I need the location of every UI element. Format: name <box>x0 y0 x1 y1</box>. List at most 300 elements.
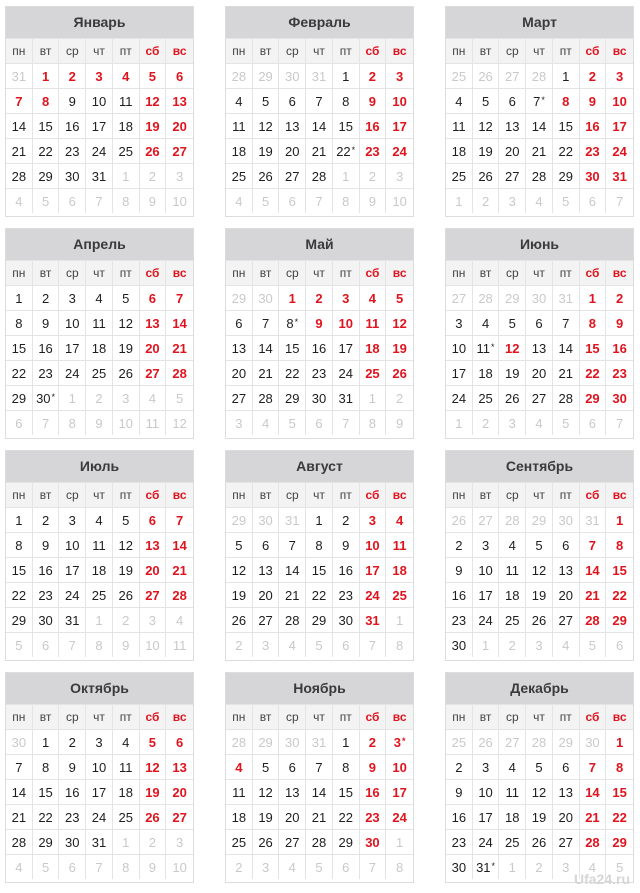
day-cell: 24 <box>86 138 113 163</box>
other-month-day-cell: 7 <box>606 188 633 213</box>
day-cell: 2 <box>306 285 333 310</box>
weekday-label: пн <box>226 482 253 507</box>
month-title: Сентябрь <box>446 451 633 482</box>
day-cell: 17 <box>333 335 360 360</box>
day-cell: 7 <box>166 507 193 532</box>
week-row <box>226 557 413 582</box>
weekday-label: пт <box>333 482 360 507</box>
other-month-day-cell: 7 <box>86 188 113 213</box>
other-month-day-cell: 4 <box>166 607 193 632</box>
day-cell: 9 <box>33 310 60 335</box>
day-cell: 27 <box>226 385 253 410</box>
month-title: Март <box>446 7 633 38</box>
day-cell: 21 <box>306 138 333 163</box>
day-cell: 12 <box>253 779 280 804</box>
month-title: Январь <box>6 7 193 38</box>
other-month-day-cell: 25 <box>446 63 473 88</box>
day-cell: 29 <box>6 607 33 632</box>
day-cell: 25 <box>499 607 526 632</box>
day-cell: 19 <box>140 113 167 138</box>
week-row <box>446 729 633 754</box>
other-month-day-cell: 4 <box>553 632 580 657</box>
weekday-header <box>226 704 413 729</box>
week-row <box>446 829 633 854</box>
other-month-day-cell: 5 <box>279 410 306 435</box>
day-cell: 4 <box>499 532 526 557</box>
other-month-day-cell: 27 <box>446 285 473 310</box>
other-month-day-cell: 31 <box>279 507 306 532</box>
weekday-label: сб <box>360 482 387 507</box>
day-cell: 5 <box>253 88 280 113</box>
day-cell: 29 <box>6 385 33 410</box>
day-cell: 27 <box>166 804 193 829</box>
day-cell: 2 <box>333 507 360 532</box>
other-month-day-cell: 3 <box>499 410 526 435</box>
other-month-day-cell: 5 <box>253 188 280 213</box>
day-cell: 4 <box>226 754 253 779</box>
day-cell: 22 <box>606 582 633 607</box>
day-cell: 10 <box>473 557 500 582</box>
day-cell: 2 <box>446 532 473 557</box>
month-title: Апрель <box>6 229 193 260</box>
weekday-label: ср <box>59 482 86 507</box>
day-cell: 3 <box>606 63 633 88</box>
day-cell: 20 <box>499 138 526 163</box>
week-row <box>6 285 193 310</box>
day-cell: 23 <box>306 360 333 385</box>
day-cell: 18 <box>446 138 473 163</box>
weekday-label: вт <box>33 482 60 507</box>
day-cell: 20 <box>553 804 580 829</box>
day-cell: 23 <box>446 829 473 854</box>
day-cell: 18 <box>360 335 387 360</box>
day-cell: 6 <box>166 729 193 754</box>
day-cell: 22 <box>279 360 306 385</box>
day-cell: 13 <box>140 532 167 557</box>
day-cell: 16 <box>446 582 473 607</box>
day-cell: 19 <box>226 582 253 607</box>
day-cell: 7 <box>553 310 580 335</box>
weekday-label: ср <box>499 260 526 285</box>
week-row <box>226 632 413 657</box>
day-cell: 29 <box>33 163 60 188</box>
day-cell: 26 <box>473 163 500 188</box>
day-cell: 30 <box>446 854 473 879</box>
week-row <box>446 779 633 804</box>
day-cell: 12 <box>140 88 167 113</box>
month-10 <box>5 672 194 883</box>
weekday-label: чт <box>306 482 333 507</box>
other-month-day-cell: 2 <box>499 632 526 657</box>
day-cell: 10 <box>473 779 500 804</box>
weekday-label: ср <box>499 38 526 63</box>
day-cell: 17 <box>386 113 413 138</box>
weekday-label: ср <box>499 704 526 729</box>
day-cell: 21 <box>279 582 306 607</box>
weekday-label: пн <box>446 704 473 729</box>
day-cell: 1 <box>306 507 333 532</box>
weekday-header <box>6 704 193 729</box>
day-cell: 12 <box>113 310 140 335</box>
day-cell: 18 <box>113 779 140 804</box>
other-month-day-cell: 10 <box>113 410 140 435</box>
weekday-header <box>6 260 193 285</box>
week-row <box>226 607 413 632</box>
day-cell: 1 <box>333 63 360 88</box>
day-cell: 17 <box>473 582 500 607</box>
day-cell: 5 <box>140 729 167 754</box>
weekday-label: вс <box>386 38 413 63</box>
day-cell: 2 <box>33 507 60 532</box>
other-month-day-cell: 10 <box>140 632 167 657</box>
other-month-day-cell: 2 <box>140 829 167 854</box>
other-month-day-cell: 29 <box>526 507 553 532</box>
other-month-day-cell: 5 <box>6 632 33 657</box>
other-month-day-cell: 3 <box>140 607 167 632</box>
other-month-day-cell: 30 <box>553 507 580 532</box>
day-cell: 1 <box>6 507 33 532</box>
weekday-label: сб <box>580 704 607 729</box>
day-cell: 19 <box>499 360 526 385</box>
day-cell: 22 <box>306 582 333 607</box>
weekday-label: чт <box>526 704 553 729</box>
day-cell: 6 <box>166 63 193 88</box>
weekday-label: сб <box>140 482 167 507</box>
other-month-day-cell: 9 <box>140 854 167 879</box>
month-title: Февраль <box>226 7 413 38</box>
other-month-day-cell: 28 <box>473 285 500 310</box>
day-cell: 28 <box>580 829 607 854</box>
day-cell: 11 * <box>473 335 500 360</box>
day-cell: 19 <box>473 138 500 163</box>
day-cell: 22 <box>6 582 33 607</box>
day-cell: 24 <box>59 360 86 385</box>
day-cell: 24 <box>473 829 500 854</box>
day-cell: 7 <box>6 754 33 779</box>
other-month-day-cell: 8 <box>386 854 413 879</box>
day-cell: 26 <box>253 829 280 854</box>
day-cell: 25 <box>499 829 526 854</box>
other-month-day-cell: 5 <box>606 854 633 879</box>
watermark: Ufa24.ru <box>573 871 630 887</box>
day-cell: 15 <box>6 335 33 360</box>
week-row <box>226 88 413 113</box>
day-cell: 25 <box>113 804 140 829</box>
day-cell: 24 <box>473 607 500 632</box>
day-cell: 27 <box>253 607 280 632</box>
day-cell: 17 <box>360 557 387 582</box>
weekday-label: чт <box>86 482 113 507</box>
week-row <box>6 829 193 854</box>
week-row <box>226 829 413 854</box>
day-cell: 16 <box>33 335 60 360</box>
day-cell: 17 <box>386 779 413 804</box>
day-cell: 15 <box>606 779 633 804</box>
day-cell: 5 <box>113 285 140 310</box>
week-row <box>446 188 633 213</box>
other-month-day-cell: 27 <box>499 63 526 88</box>
day-cell: 16 <box>580 113 607 138</box>
other-month-day-cell: 3 <box>386 163 413 188</box>
week-row <box>446 335 633 360</box>
day-cell: 10 <box>386 88 413 113</box>
day-cell: 13 <box>226 335 253 360</box>
day-cell: 5 <box>140 63 167 88</box>
weekday-label: пн <box>226 260 253 285</box>
other-month-day-cell: 8 <box>333 188 360 213</box>
day-cell: 4 <box>499 754 526 779</box>
weekday-label: пт <box>553 704 580 729</box>
other-month-day-cell: 7 <box>360 632 387 657</box>
weekday-header <box>226 38 413 63</box>
other-month-day-cell: 7 <box>59 632 86 657</box>
day-cell: 8 <box>606 532 633 557</box>
day-cell: 13 <box>166 88 193 113</box>
weekday-label: чт <box>526 482 553 507</box>
day-cell: 24 <box>59 582 86 607</box>
day-cell: 23 <box>446 607 473 632</box>
other-month-day-cell: 26 <box>473 63 500 88</box>
week-row <box>446 310 633 335</box>
day-cell: 5 <box>386 285 413 310</box>
day-cell: 26 <box>386 360 413 385</box>
other-month-day-cell: 31 <box>306 63 333 88</box>
day-cell: 5 <box>526 532 553 557</box>
week-row <box>6 138 193 163</box>
day-cell: 15 <box>606 557 633 582</box>
day-cell: 26 <box>140 138 167 163</box>
weekday-header <box>226 260 413 285</box>
day-cell: 4 <box>113 63 140 88</box>
day-cell: 27 <box>553 607 580 632</box>
day-cell: 23 <box>580 138 607 163</box>
day-cell: 20 <box>140 335 167 360</box>
week-row <box>446 754 633 779</box>
day-cell: 30 <box>580 163 607 188</box>
weekday-label: вт <box>253 260 280 285</box>
weekday-label: вс <box>606 704 633 729</box>
day-cell: 25 <box>386 582 413 607</box>
month-7 <box>5 450 194 661</box>
day-cell: 6 <box>140 507 167 532</box>
weekday-label: вт <box>33 38 60 63</box>
day-cell: 14 <box>580 557 607 582</box>
day-cell: 31 <box>333 385 360 410</box>
other-month-day-cell: 26 <box>446 507 473 532</box>
other-month-day-cell: 5 <box>553 188 580 213</box>
other-month-day-cell: 27 <box>473 507 500 532</box>
day-cell: 1 <box>580 285 607 310</box>
other-month-day-cell: 4 <box>279 854 306 879</box>
day-cell: 18 <box>86 557 113 582</box>
day-cell: 16 <box>33 557 60 582</box>
week-row <box>446 163 633 188</box>
week-row <box>6 582 193 607</box>
day-cell: 30 <box>59 829 86 854</box>
day-cell: 3 <box>473 532 500 557</box>
other-month-day-cell: 28 <box>526 63 553 88</box>
day-cell: 6 <box>140 285 167 310</box>
day-cell: 1 <box>333 729 360 754</box>
week-row <box>6 507 193 532</box>
day-cell: 3 <box>59 507 86 532</box>
day-cell: 28 <box>526 163 553 188</box>
day-cell: 20 <box>279 804 306 829</box>
day-cell: 9 <box>446 557 473 582</box>
day-cell: 31 <box>86 163 113 188</box>
other-month-day-cell: 6 <box>33 632 60 657</box>
other-month-day-cell: 1 <box>86 607 113 632</box>
month-4 <box>5 228 194 439</box>
week-row <box>226 188 413 213</box>
weekday-label: пт <box>553 482 580 507</box>
other-month-day-cell: 3 <box>166 163 193 188</box>
weekday-label: ср <box>279 38 306 63</box>
other-month-day-cell: 8 <box>59 410 86 435</box>
day-cell: 23 <box>360 804 387 829</box>
other-month-day-cell: 8 <box>386 632 413 657</box>
month-9 <box>445 450 634 661</box>
other-month-day-cell: 5 <box>306 854 333 879</box>
other-month-day-cell: 9 <box>113 632 140 657</box>
day-cell: 14 <box>279 557 306 582</box>
month-title: Август <box>226 451 413 482</box>
day-cell: 13 <box>140 310 167 335</box>
other-month-day-cell: 1 <box>360 385 387 410</box>
day-cell: 7 <box>253 310 280 335</box>
weekday-label: пн <box>6 38 33 63</box>
other-month-day-cell: 31 <box>553 285 580 310</box>
other-month-day-cell: 29 <box>226 507 253 532</box>
day-cell: 3 <box>473 754 500 779</box>
week-row <box>226 779 413 804</box>
day-cell: 14 <box>306 779 333 804</box>
other-month-day-cell: 6 <box>580 410 607 435</box>
day-cell: 5 <box>113 507 140 532</box>
week-row <box>446 385 633 410</box>
week-row <box>226 163 413 188</box>
other-month-day-cell: 9 <box>386 410 413 435</box>
day-cell: 8 <box>306 532 333 557</box>
day-cell: 28 <box>166 582 193 607</box>
day-cell: 17 <box>473 804 500 829</box>
day-cell: 30 <box>333 607 360 632</box>
month-2 <box>225 6 414 217</box>
day-cell: 21 <box>166 557 193 582</box>
day-cell: 20 <box>226 360 253 385</box>
day-cell: 28 <box>166 360 193 385</box>
day-cell: 3 <box>86 729 113 754</box>
day-cell: 7 <box>166 285 193 310</box>
day-cell: 16 <box>59 779 86 804</box>
other-month-day-cell: 2 <box>86 385 113 410</box>
week-row <box>446 63 633 88</box>
day-cell: 29 <box>606 829 633 854</box>
weekday-header <box>6 482 193 507</box>
day-cell: 24 <box>386 804 413 829</box>
other-month-day-cell: 4 <box>279 632 306 657</box>
day-cell: 22 <box>33 138 60 163</box>
day-cell: 13 <box>279 113 306 138</box>
weekday-label: вс <box>166 38 193 63</box>
day-cell: 27 <box>553 829 580 854</box>
day-cell: 10 <box>606 88 633 113</box>
day-cell: 28 <box>6 829 33 854</box>
day-cell: 8 <box>33 88 60 113</box>
day-cell: 7 <box>306 88 333 113</box>
day-cell: 26 <box>113 360 140 385</box>
day-cell: 7 * <box>526 88 553 113</box>
other-month-day-cell: 29 <box>499 285 526 310</box>
other-month-day-cell: 8 <box>86 632 113 657</box>
weekday-label: вс <box>166 704 193 729</box>
day-cell: 23 <box>333 582 360 607</box>
day-cell: 17 <box>446 360 473 385</box>
day-cell: 13 <box>526 335 553 360</box>
week-row <box>6 779 193 804</box>
day-cell: 14 <box>253 335 280 360</box>
month-title: Декабрь <box>446 673 633 704</box>
weekday-label: вт <box>473 260 500 285</box>
day-cell: 2 <box>59 729 86 754</box>
day-cell: 12 <box>499 335 526 360</box>
day-cell: 1 <box>33 729 60 754</box>
week-row <box>226 310 413 335</box>
weekday-label: пн <box>6 482 33 507</box>
day-cell: 3 <box>86 63 113 88</box>
day-cell: 29 <box>606 607 633 632</box>
day-cell: 8 <box>553 88 580 113</box>
day-cell: 21 <box>253 360 280 385</box>
other-month-day-cell: 5 <box>33 188 60 213</box>
day-cell: 29 <box>306 607 333 632</box>
week-row <box>446 88 633 113</box>
week-row <box>226 854 413 879</box>
other-month-day-cell: 30 <box>6 729 33 754</box>
day-cell: 28 <box>253 385 280 410</box>
other-month-day-cell: 6 <box>279 188 306 213</box>
day-cell: 10 <box>86 754 113 779</box>
day-cell: 29 <box>553 163 580 188</box>
other-month-day-cell: 7 <box>33 410 60 435</box>
other-month-day-cell: 2 <box>226 854 253 879</box>
other-month-day-cell: 1 <box>113 829 140 854</box>
day-cell: 15 <box>553 113 580 138</box>
other-month-day-cell: 10 <box>166 188 193 213</box>
day-cell: 7 <box>279 532 306 557</box>
weekday-header <box>226 482 413 507</box>
day-cell: 9 <box>33 532 60 557</box>
other-month-day-cell: 8 <box>360 410 387 435</box>
day-cell: 21 <box>553 360 580 385</box>
week-row <box>226 335 413 360</box>
day-cell: 19 <box>113 335 140 360</box>
day-cell: 28 <box>553 385 580 410</box>
day-cell: 24 <box>446 385 473 410</box>
other-month-day-cell: 6 <box>6 410 33 435</box>
weekday-label: вс <box>386 482 413 507</box>
other-month-day-cell: 8 <box>113 188 140 213</box>
day-cell: 29 <box>580 385 607 410</box>
day-cell: 10 <box>360 532 387 557</box>
other-month-day-cell: 11 <box>140 410 167 435</box>
other-month-day-cell: 2 <box>226 632 253 657</box>
day-cell: 6 <box>253 532 280 557</box>
day-cell: 11 <box>86 532 113 557</box>
weekday-label: чт <box>306 260 333 285</box>
other-month-day-cell: 2 <box>360 163 387 188</box>
day-cell: 25 <box>473 385 500 410</box>
